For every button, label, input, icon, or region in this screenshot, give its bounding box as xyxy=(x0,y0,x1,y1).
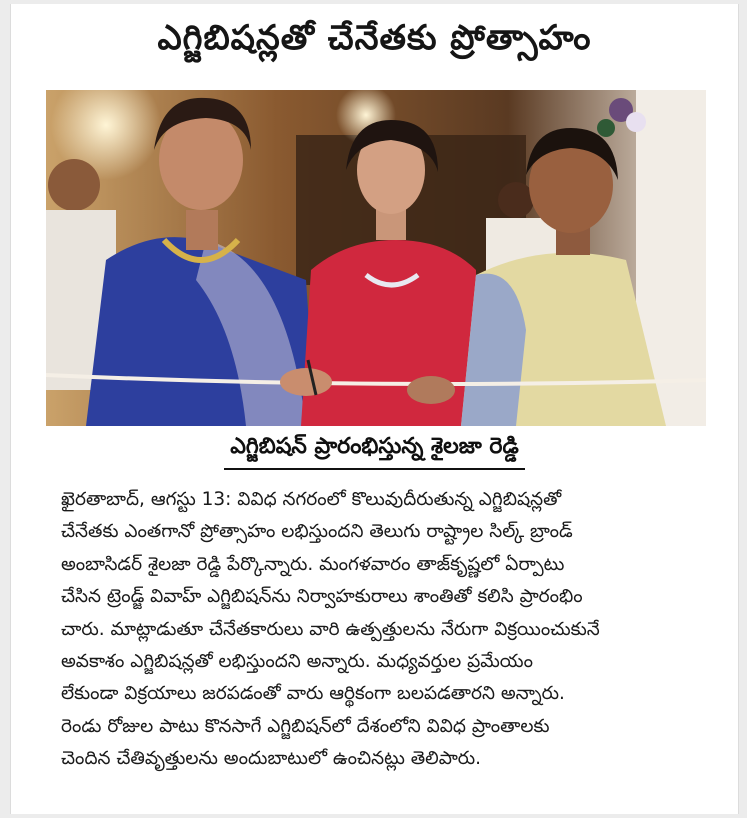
body-line: అవకాశం ఎగ్జిబిషన్లతో లభిస్తుందని అన్నారు. మధ్యవర్తుల ప్రమేయం xyxy=(61,651,533,673)
body-line: చేసిన ట్రెండ్జ్ వివాహ్ ఎగ్జిబిషన్‌ను నిర్వాహకురాలు శాంతితో కలిసి ప్రారంభిం xyxy=(61,586,583,608)
article-photo xyxy=(46,90,706,426)
body-line: చేనేతకు ఎంతగానో ప్రోత్సాహం లభిస్తుందని తెలుగు రాష్ట్రాల సిల్క్ బ్రాండ్ xyxy=(61,521,573,543)
body-line: ఖైరతాబాద్, ఆగస్టు 13: వివిధ నగరంలో కొలువుదీరుతున్న ఎగ్జిబిషన్లతో xyxy=(61,489,562,510)
article-body xyxy=(61,484,701,776)
body-line: అంబాసిడర్ శైలజా రెడ్డి పేర్కొన్నారు. మంగళవారం తాజ్‌కృష్ణలో ఏర్పాటు xyxy=(61,553,565,575)
headline: ఎగ్జిబిషన్లతో చేనేతకు ప్రోత్సాహం xyxy=(157,18,592,58)
body-line: లేకుండా విక్రయాలు జరపడంతో వారు ఆర్థికంగా బలపడతారని అన్నారు. xyxy=(61,683,565,705)
body-line: చెందిన చేతివృత్తులను అందుబాటులో ఉంచినట్లు తెలిపారు. xyxy=(61,748,482,770)
photo-caption xyxy=(11,434,738,470)
body-line: రెండు రోజుల పాటు కొనసాగే ఎగ్జిబిషన్‌లో దేశంలోని వివిధ ప్రాంతాలకు xyxy=(61,715,550,737)
body-line: చారు. మాట్లాడుతూ చేనేతకారులు వారి ఉత్పత్తులను నేరుగా విక్రయించుకునే xyxy=(61,618,600,640)
newspaper-clipping xyxy=(10,4,739,814)
photo-caption-text: ఎగ్జిబిషన్ ప్రారంభిస్తున్న శైలజా రెడ్డి xyxy=(224,434,524,470)
